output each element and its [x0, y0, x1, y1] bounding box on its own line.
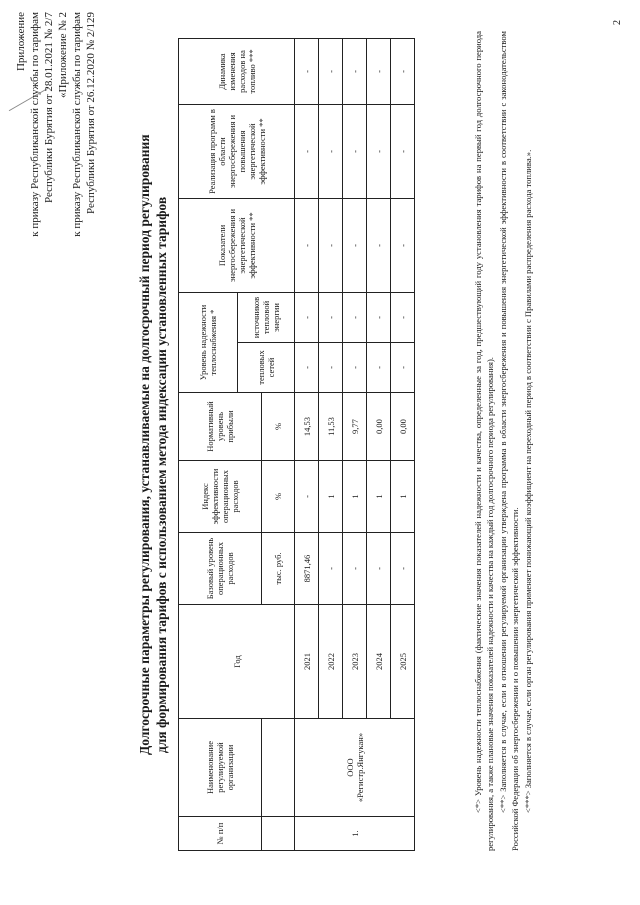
header-rel-src: источников тепловой энергии — [238, 292, 295, 342]
cell-base: - — [343, 533, 367, 605]
cell-year: 2024 — [367, 605, 391, 719]
approval-line: Республики Бурятия от 26.12.2020 № 2/129 — [85, 12, 97, 215]
title-line: для формирования тарифов с использованием метода индексации установленных тарифов — [154, 196, 169, 754]
cell-profit: 14,53 — [295, 393, 319, 461]
approval-line: к приказу Республиканской службы по тарифам — [29, 12, 41, 237]
cell-index: 1 — [319, 461, 343, 533]
cell-energy: - — [367, 198, 391, 292]
header-dynamics: Динамика изменения расходов на топливо *** — [179, 38, 295, 104]
cell-program: - — [367, 104, 391, 198]
cell-rel-net: - — [343, 343, 367, 393]
approval-line: «Приложение № 2 — [57, 12, 69, 99]
cell-rel-src: - — [343, 292, 367, 342]
header-year: Год — [179, 605, 295, 719]
approval-line: Приложение — [15, 12, 27, 72]
cell-energy: - — [295, 198, 319, 292]
header-org-unit-cell — [262, 719, 295, 817]
cell-base: - — [367, 533, 391, 605]
cell-rel-net: - — [391, 343, 415, 393]
cell-rel-src: - — [391, 292, 415, 342]
cell-index: - — [295, 461, 319, 533]
footnote: <***> Заполняется в случае, если орган регулирования применяет понижающий коэффициент на переходный период в соответствии с Правилами распределения расхода топлива.». — [522, 149, 533, 813]
cell-profit: 0,00 — [367, 393, 391, 461]
header-base: Базовый уровень операционных расходов — [179, 533, 262, 605]
page-number: 2 — [612, 20, 623, 25]
cell-year: 2022 — [319, 605, 343, 719]
cell-program: - — [295, 104, 319, 198]
header-org: Наименование регулируемой организации — [179, 719, 262, 817]
cell-base: - — [391, 533, 415, 605]
cell-rel-net: - — [319, 343, 343, 393]
cell-index: 1 — [391, 461, 415, 533]
unit-index: % — [262, 461, 295, 533]
header-index: Индекс эффективности операционных расходов — [179, 461, 262, 533]
unit-profit: % — [262, 393, 295, 461]
cell-rel-src: - — [367, 292, 391, 342]
cell-program: - — [319, 104, 343, 198]
org-num: 1. — [295, 817, 415, 851]
cell-profit: 11,53 — [319, 393, 343, 461]
cell-rel-net: - — [295, 343, 319, 393]
cell-energy: - — [319, 198, 343, 292]
cell-profit: 0,00 — [391, 393, 415, 461]
cell-index: 1 — [343, 461, 367, 533]
cell-rel-net: - — [367, 343, 391, 393]
cell-energy: - — [343, 198, 367, 292]
cell-dynamics: - — [295, 38, 319, 104]
header-num-unit-cell — [262, 817, 295, 851]
approval-stamp — [14, 12, 98, 352]
cell-profit: 9,77 — [343, 393, 367, 461]
cell-dynamics: - — [319, 38, 343, 104]
cell-base: - — [319, 533, 343, 605]
org-name-line: «Регистр.Янгукан» — [354, 732, 365, 803]
org-name-line: ООО — [344, 758, 355, 777]
approval-line: Республики Бурятия от 28.01.2021 № 2/7 — [43, 12, 55, 204]
org-name — [295, 719, 415, 817]
unit-base: тыс. руб. — [262, 533, 295, 605]
cell-rel-src: - — [319, 292, 343, 342]
footnotes — [472, 31, 534, 851]
cell-year: 2025 — [391, 605, 415, 719]
cell-energy: - — [391, 198, 415, 292]
cell-year: 2023 — [343, 605, 367, 719]
cell-index: 1 — [367, 461, 391, 533]
header-energy: Показатели энергосбережения и энергетической эффективности ** — [179, 198, 295, 292]
header-rel-net: тепловых сетей — [238, 343, 295, 393]
table-row — [295, 38, 319, 850]
approval-line: к приказу Республиканской службы по тарифам — [71, 12, 83, 237]
parameters-table — [178, 38, 415, 851]
title-line: Долгосрочные параметры регулирования, устанавливаемые на долгосрочный период регулирования — [137, 134, 152, 755]
cell-program: - — [391, 104, 415, 198]
cell-dynamics: - — [367, 38, 391, 104]
footnote: <**> Заполняется в случае, если в отношении регулируемой организации утверждена программа в области энергосбережения и повышения энергетической эффективности в соответствии с законодательством Российской Федерации об энергосбережении и о повышении энергетической эффективности. — [497, 31, 521, 851]
footnote: <*> Уровень надежности теплоснабжения (фактические значения показателей надежности и качества, определенные за год, предшествующий году установления тарифов на первый год долгосрочного периода регулирования, а также плановые значения показателей надежности и качества на каждый год долгосрочного периода регулирования). — [473, 31, 496, 851]
cell-dynamics: - — [391, 38, 415, 104]
cell-dynamics: - — [343, 38, 367, 104]
cell-rel-src: - — [295, 292, 319, 342]
header-profit: Нормативный уровень прибыли — [179, 393, 262, 461]
cell-year: 2021 — [295, 605, 319, 719]
cell-program: - — [343, 104, 367, 198]
document-title — [136, 134, 170, 755]
header-program: Реализация программ в области энергосбережения и повышения энергетической эффективности ** — [179, 104, 295, 198]
header-num: № п/п — [179, 817, 262, 851]
cell-base: 8871,46 — [295, 533, 319, 605]
header-reliability: Уровень надежности теплоснабжения * — [179, 292, 238, 392]
